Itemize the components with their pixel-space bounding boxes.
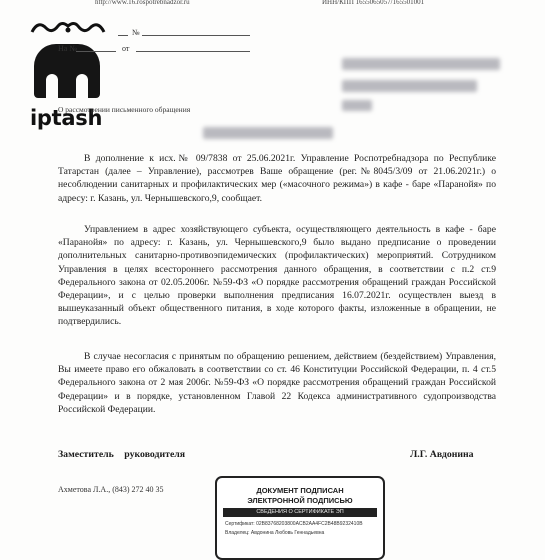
redacted-salutation [203,127,333,139]
paragraph-3: В случае несогласия с принятым по обращению решением, действием (бездействием) Управления, Вы имеете право его обжаловать в соответствии со ст. 46 Конституции Российской Федерации, п. 4 ст.5 Федерального закона от 2 мая 2006г. №59-ФЗ «О порядке рассмотрения обращений граждан Российской Федерации» и в порядке, установленном Главой 22 Кодекса административного судопроизводства Российской Федерации. [58,351,496,415]
paragraph-2: Управлением в адрес хозяйствующего субъекта, осуществляющего деятельность в кафе - баре «Паранойя» по адресу: г. Казань, ул. Чернышевского,9 было выдано предписание о проведении дополнительных санитарно-противоэпидемических (профилактических) мероприятий. Сотрудником Управления в целях всестороннего рассмотрения данного обращения, в соответствии с п.2 ст.9 Федерального закона от 02.05.2006г. №59-ФЗ «О порядке рассмотрения обращений граждан Российской Федерации», и с целью проверки выполнения предписания 16.07.2021г. осуществлен выезд в вышеуказанный объект общественного питания, в ходе которого факты, изложенные в обращении, не подтвердились. [58,224,496,328]
iptash-logo [28,18,108,138]
stamp-cert-header: СВЕДЕНИЯ О СЕРТИФИКАТЕ ЭП [223,508,377,517]
stamp-cert-label: Сертификат: [225,521,255,527]
signatory-position: Заместитель руководителя [58,449,186,460]
redacted-addressee-line-3 [342,100,372,111]
stamp-title-line-1: ДОКУМЕНТ ПОДПИСАН [256,486,344,495]
electronic-signature-stamp [215,476,385,560]
redacted-addressee-line-2 [342,80,477,92]
stamp-owner-value: Авдонина Любовь Геннадьевна [250,530,325,536]
redacted-addressee-line-1 [342,58,500,70]
stamp-title-line-2: ЭЛЕКТРОННОЙ ПОДПИСЬЮ [247,496,353,505]
reg-number-label: № [132,28,140,37]
ref-date-label: от [122,44,130,53]
reg-number-line [142,35,250,36]
ref-number-label: На № [58,44,77,53]
logo-brand-text: iptash [30,106,103,130]
ref-number-line [76,51,116,52]
stamp-owner-label: Владелец: [225,530,250,536]
paragraph-1: В дополнение к исх.№ 09/7838 от 25.06.2021г. Управление Роспотребнадзора по Республике Татарстан (далее – Управление), рассмотрев Ваше обращение (рег.№8045/3/09 от 21.06.2021г.) о несоблюдении санитарных и профилактических мер («масочного режима») в кафе - баре «Паранойя» по адресу: г. Казань, ул. Чернышевского,9, сообщает. [58,153,496,204]
stamp-cert-value: 02B83768203800ACB2AA4FC2B48B9232410B [256,521,363,527]
inn-kpp: ИНН/КПП 1655065057/165501001 [322,0,425,6]
reg-date-line [118,35,128,36]
signatory-name: Л.Г. Авдонина [410,449,474,460]
stamp-cert-row [225,521,363,527]
subject-line: О рассмотрении письменного обращения [58,105,191,114]
ornament-icon [28,18,108,40]
website-url: http://www.16.rospotrebnadzor.ru [95,0,190,6]
ref-date-line [136,51,250,52]
executor-contact: Ахметова Л.А., (843) 272 40 35 [58,485,164,494]
stamp-owner-row [225,530,324,536]
